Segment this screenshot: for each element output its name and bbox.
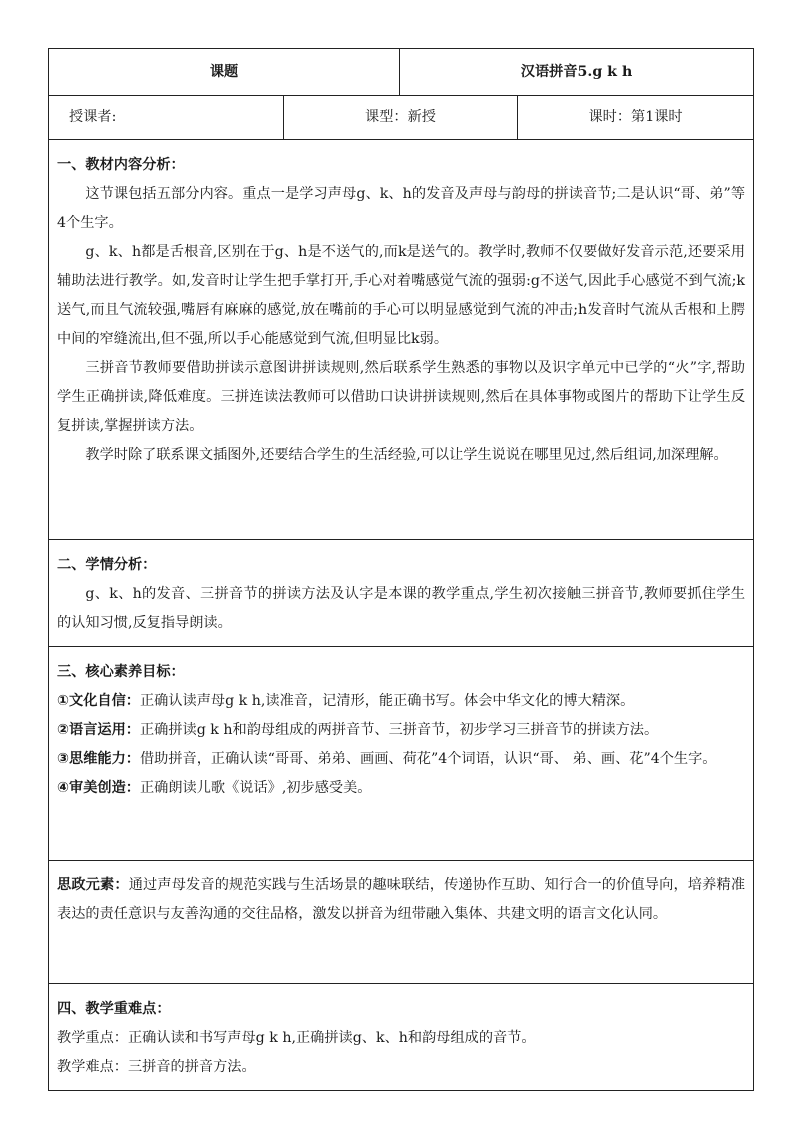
learners-title: 二、学情分析： <box>57 557 157 573</box>
goal-label: ④审美创造： <box>57 780 140 796</box>
goal-text: 正确朗读儿歌《说话》,初步感受美。 <box>139 780 372 796</box>
meta-row <box>49 96 754 140</box>
goal-item <box>57 774 745 803</box>
keypoints-section <box>49 984 754 1091</box>
goal-label: ②语言运用： <box>57 722 140 738</box>
goals-title: 三、核心素养目标： <box>57 664 185 680</box>
teacher-cell: 授课者: <box>49 96 284 140</box>
ideology-section <box>49 861 754 984</box>
goal-item <box>57 745 745 774</box>
ideology-paragraph <box>57 871 745 929</box>
lesson-plan-document <box>48 48 753 1091</box>
learners-section <box>49 540 754 647</box>
analysis-row <box>49 140 754 540</box>
topic-label: 课题 <box>49 49 400 96</box>
goal-text: 正确拼读g k h和韵母组成的两拼音节、三拼音节，初步学习三拼音节的拼读方法。 <box>139 722 659 738</box>
lesson-type-cell: 课型：新授 <box>284 96 518 140</box>
goal-label: ③思维能力： <box>57 751 140 767</box>
analysis-section <box>49 140 754 540</box>
goal-text: 借助拼音，正确认读“哥哥、弟弟、画画、荷花”4个词语，认识“哥、 弟、画、花”4个生字。 <box>139 751 717 767</box>
analysis-paragraph: 这节课包括五部分内容。重点一是学习声母g、k、h的发音及声母与韵母的拼读音节;二是认识“哥、弟”等4个生字。 <box>57 186 746 231</box>
analysis-paragraph: 三拼音节教师要借助拼读示意图讲拼读规则,然后联系学生熟悉的事物以及识字单元中已学的“火”字,帮助学生正确拼读,降低难度。三拼连读法教师可以借助口诀讲拼读规则,然后在具体事物或图片的帮助下让学生反复拼读,掌握拼读方法。 <box>57 360 746 434</box>
keypoints-title: 四、教学重难点： <box>57 1001 171 1017</box>
learners-paragraph: g、k、h的发音、三拼音节的拼读方法及认字是本课的教学重点,学生初次接触三拼音节,教师要抓住学生的认知习惯,反复指导朗读。 <box>57 586 746 631</box>
ideology-row <box>49 861 754 984</box>
goal-item <box>57 716 745 745</box>
goals-row <box>49 647 754 861</box>
goals-section <box>49 647 754 861</box>
analysis-title: 一、教材内容分析： <box>57 157 185 173</box>
lesson-plan-table <box>48 48 754 1091</box>
topic-value: 汉语拼音5.g k h <box>400 49 754 96</box>
goal-text: 正确认读声母g k h,读准音，记清形，能正确书写。体会中华文化的博大精深。 <box>139 693 635 709</box>
goal-label: ①文化自信： <box>57 693 140 709</box>
keypoints-difficulty: 教学难点：三拼音的拼音方法。 <box>57 1059 256 1075</box>
keypoints-row <box>49 984 754 1091</box>
ideology-text: 通过声母发音的规范实践与生活场景的趣味联结，传递协作互助、知行合一的价值导向，培养精准表达的责任意识与友善沟通的交往品格，激发以拼音为纽带融入集体、共建文明的语言文化认同。 <box>57 877 746 922</box>
header-row <box>49 49 754 96</box>
ideology-title: 思政元素： <box>57 877 129 893</box>
goal-item <box>57 687 745 716</box>
keypoints-focus: 教学重点：正确认读和书写声母g k h,正确拼读g、k、h和韵母组成的音节。 <box>57 1030 536 1046</box>
period-cell: 课时：第1课时 <box>518 96 754 140</box>
analysis-paragraph: g、k、h都是舌根音,区别在于g、h是不送气的,而k是送气的。教学时,教师不仅要做好发音示范,还要采用辅助法进行教学。如,发音时让学生把手掌打开,手心对着嘴感觉气流的强弱:g不送气,因此手心感觉不到气流;k送气,而且气流较强,嘴唇有麻麻的感觉,放在嘴前的手心可以明显感觉到气流的冲击;h发音时气流从舌根和上腭中间的窄缝流出,但不强,所以手心能感觉到气流,但明显比k弱。 <box>57 244 746 347</box>
learners-row <box>49 540 754 647</box>
analysis-paragraph: 教学时除了联系课文插图外,还要结合学生的生活经验,可以让学生说说在哪里见过,然后组词,加深理解。 <box>85 447 728 463</box>
